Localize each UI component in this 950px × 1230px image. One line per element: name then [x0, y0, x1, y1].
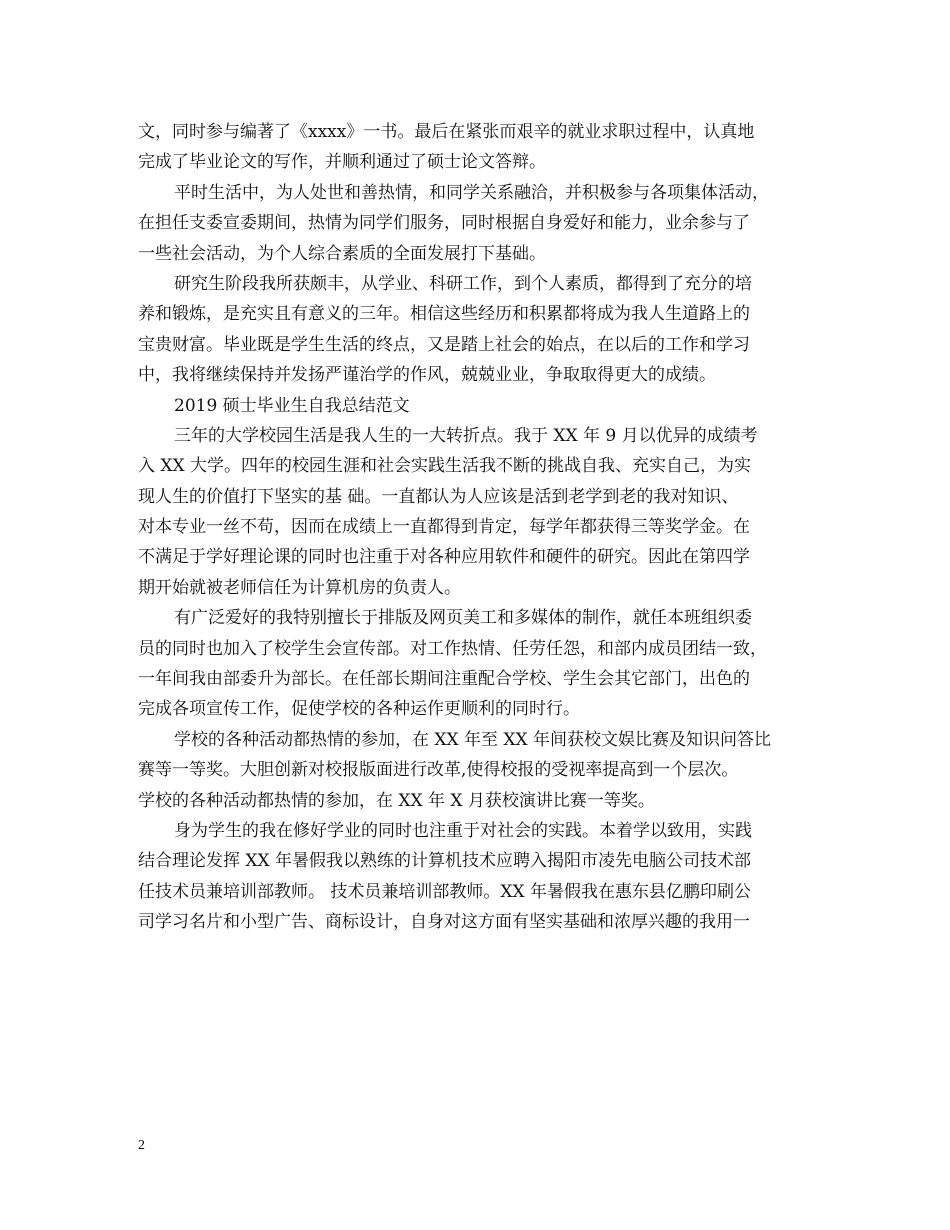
text-line: 员的同时也加入了校学生会宣传部。对工作热情、任劳任怨，和部内成员团结一致， — [138, 638, 767, 659]
text-line: 完成了毕业论文的写作，并顺利通过了硕士论文答辩。 — [138, 152, 546, 173]
text-line: 平时生活中，为人处世和善热情，和同学关系融洽，并积极参与各项集体活动， — [174, 182, 769, 203]
text-line: 赛等一等奖。大胆创新对校报版面进行改革,使得校报的受视率提高到一个层次。 — [138, 760, 739, 781]
text-line: 文，同时参与编著了《xxxx》一书。最后在紧张而艰辛的就业求职过程中，认真地 — [138, 122, 755, 142]
text-line: 研究生阶段我所获颇丰，从学业、科研工作，到个人素质，都得到了充分的培 — [174, 273, 752, 294]
text-line: 身为学生的我在修好学业的同时也注重于对社会的实践。本着学以致用，实践 — [174, 820, 752, 841]
text-line: 完成各项宣传工作，促使学校的各种运作更顺利的同时行。 — [138, 699, 580, 720]
text-line: 2019 硕士毕业生自我总结范文 — [174, 395, 410, 416]
text-line: 在担任支委宣委期间，热情为同学们服务，同时根据自身爱好和能力，业余参与了 — [138, 213, 750, 234]
text-line: 司学习名片和小型广告、商标设计，自身对这方面有坚实基础和浓厚兴趣的我用一 — [138, 912, 750, 933]
document-body — [138, 117, 828, 938]
text-line: 中，我将继续保持并发扬严谨治学的作风，兢兢业业，争取取得更大的成绩。 — [138, 365, 716, 386]
text-line: 一些社会活动，为个人综合素质的全面发展打下基础。 — [138, 243, 546, 264]
text-line: 学校的各种活动都热情的参加，在 XX 年至 XX 年间获校文娱比赛及知识问答比 — [174, 729, 772, 750]
text-line: 一年间我由部委升为部长。在任部长期间注重配合学校、学生会其它部门，出色的 — [138, 669, 750, 690]
text-line: 三年的大学校园生活是我人生的一大转折点。我于 XX 年 9 月以优异的成绩考 — [174, 425, 758, 446]
text-line: 任技术员兼培训部教师。 技术员兼培训部教师。XX 年暑假我在惠东县亿鹏印刷公 — [138, 881, 752, 902]
text-line: 有广泛爱好的我特别擅长于排版及网页美工和多媒体的制作，就任本班组织委 — [174, 608, 752, 629]
text-line: 学校的各种活动都热情的参加，在 XX 年 X 月获校演讲比赛一等奖。 — [138, 790, 655, 811]
text-line: 对本专业一丝不苟，因而在成绩上一直都得到肯定，每学年都获得三等奖学金。在 — [138, 517, 750, 538]
text-line: 现人生的价值打下坚实的基 础。一直都认为人应该是活到老学到老的我对知识、 — [138, 486, 739, 507]
text-line: 宝贵财富。毕业既是学生生活的终点，又是踏上社会的始点，在以后的工作和学习 — [138, 334, 750, 355]
text-line: 不满足于学好理论课的同时也注重于对各种应用软件和硬件的研究。因此在第四学 — [138, 547, 750, 568]
text-line: 养和锻炼，是充实且有意义的三年。相信这些经历和积累都将成为我人生道路上的 — [138, 304, 750, 325]
text-line: 期开始就被老师信任为计算机房的负责人。 — [138, 577, 461, 598]
page-number: 2 — [138, 1138, 145, 1153]
text-line: 结合理论发挥 XX 年暑假我以熟练的计算机技术应聘入揭阳市凌先电脑公司技术部 — [138, 851, 752, 872]
text-line: 入 XX 大学。四年的校园生涯和社会实践生活我不断的挑战自我、充实自己，为实 — [138, 456, 752, 477]
